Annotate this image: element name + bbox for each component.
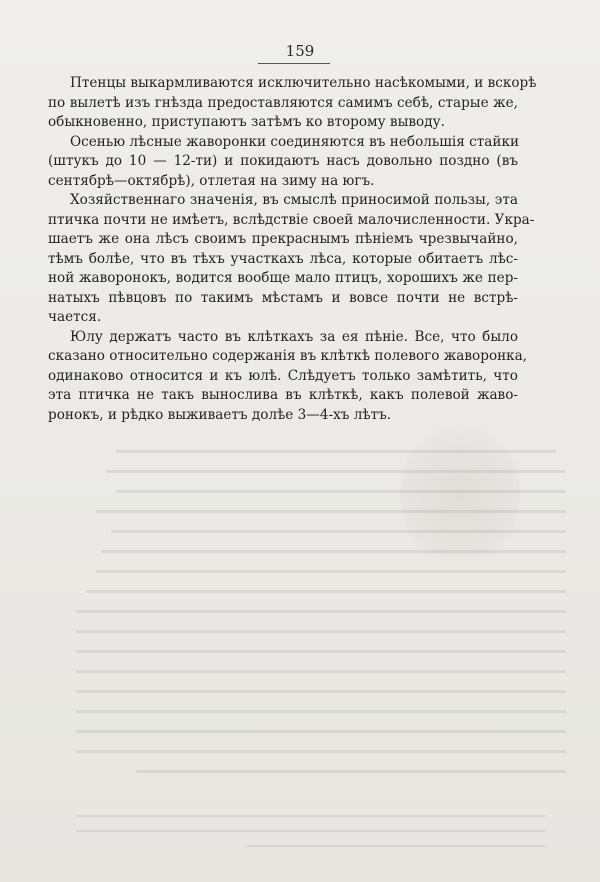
body-text xyxy=(48,74,537,425)
text-line: ной жаворонокъ, водится вообще мало птицъ, хорошихъ же пер- xyxy=(48,270,518,286)
text-line: обыкновенно, приступаютъ затѣмъ ко второму выводу. xyxy=(48,114,445,130)
paragraph-2 xyxy=(48,133,518,192)
text-line: Хозяйственнаго значенія, въ смыслѣ приносимой пользы, эта xyxy=(70,192,518,208)
page-number-rule xyxy=(258,63,330,64)
show-through-illustration xyxy=(400,420,520,570)
show-through-texture xyxy=(36,420,576,860)
text-line: Осенью лѣсные жаворонки соединяются въ небольшія стайки xyxy=(70,133,520,150)
text-line: тѣмъ болѣе, что въ тѣхъ участкахъ лѣса, которые обитаетъ лѣс- xyxy=(48,250,518,267)
page-number: 159 xyxy=(285,42,315,60)
text-line: сказано относительно содержанія въ клѣткѣ полевого жаворонка, xyxy=(48,348,528,364)
text-line: натыхъ пѣвцовъ по такимъ мѣстамъ и вовсе почти не встрѣ- xyxy=(48,289,518,306)
text-line: птичка почти не имѣетъ, вслѣдствіе своей малочисленности. Укра- xyxy=(48,211,535,228)
paragraph-4 xyxy=(48,328,528,426)
text-line: ронокъ, и рѣдко выживаетъ долѣе 3—4-хъ лѣтъ. xyxy=(48,406,392,423)
paragraph-1 xyxy=(48,74,537,133)
text-line: одинаково относится и къ юлѣ. Слѣдуетъ только замѣтить, что xyxy=(48,367,518,384)
text-line: Юлу держатъ часто въ клѣткахъ за ея пѣніе. Все, что было xyxy=(70,328,518,345)
text-line: эта птичка не такъ вынослива въ клѣткѣ, какъ полевой жаво- xyxy=(48,387,518,403)
text-line: (штукъ до 10 — 12-ти) и покидаютъ насъ довольно поздно (въ xyxy=(48,153,518,169)
text-line: чается. xyxy=(48,309,102,325)
show-through-lines xyxy=(36,420,576,860)
text-line: Птенцы выкармливаются исключительно насѣкомыми, и вскорѣ xyxy=(70,75,537,91)
paragraph-3 xyxy=(48,191,535,328)
text-line: сентябрѣ—октябрѣ), отлетая на зиму на югъ. xyxy=(48,172,375,189)
text-line: шаетъ же она лѣсъ своимъ прекраснымъ пѣніемъ чрезвычайно, xyxy=(48,231,518,247)
text-line: по вылетѣ изъ гнѣзда предоставляются самимъ себѣ, старые же, xyxy=(48,94,518,111)
